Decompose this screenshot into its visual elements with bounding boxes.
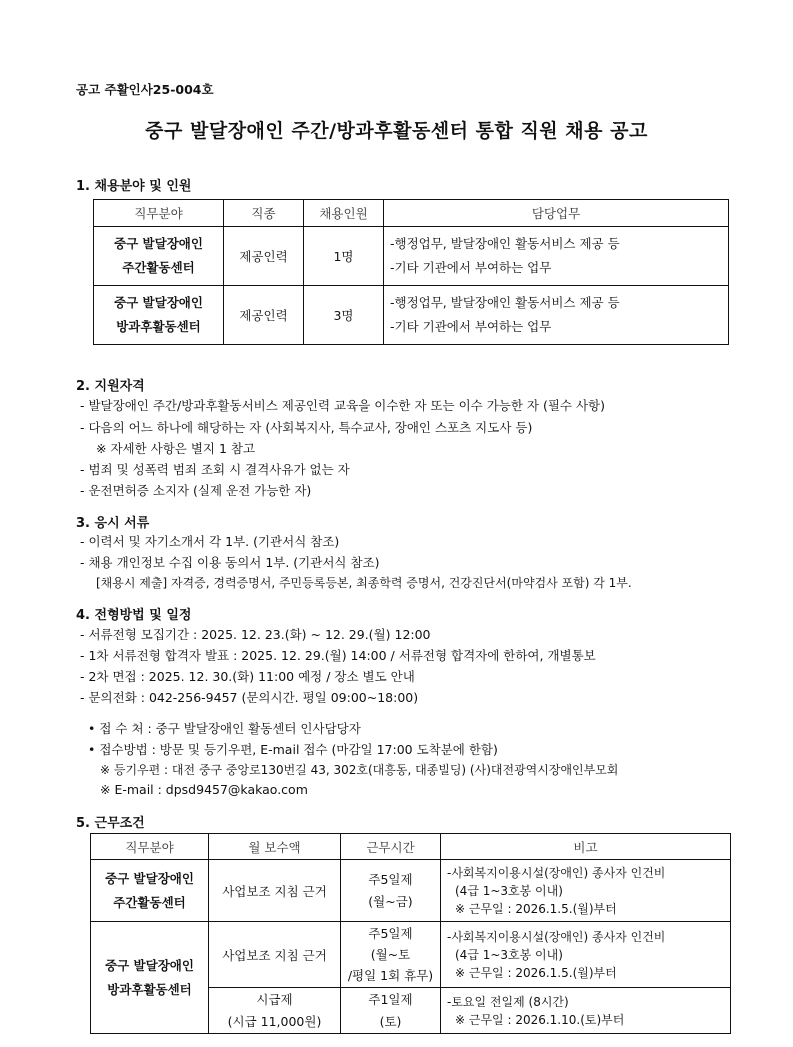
column-header: 비고	[441, 834, 731, 860]
schedule-line: - 2차 면접 : 2025. 12. 30.(화) 11:00 예정 / 장소 별도 안내	[80, 669, 415, 684]
page-title: 중구 발달장애인 주간/방과후활동센터 통합 직원 채용 공고	[145, 120, 648, 142]
dept-cell	[94, 227, 224, 286]
qualification-line: - 운전면허증 소지자 (실제 운전 가능한 자)	[80, 483, 312, 498]
section5-heading: 5. 근무조건	[76, 816, 145, 831]
duty-line: -기타 기관에서 부여하는 업무	[390, 319, 552, 334]
note-line: (4급 1~3호봉 이내)	[455, 883, 563, 898]
qualification-line: - 범죄 및 성폭력 범죄 조회 시 결격사유가 없는 자	[80, 462, 350, 477]
dept-line: 중구 발달장애인	[105, 957, 194, 973]
pay-cell	[209, 988, 341, 1034]
note-line: ※ 근무일 : 2026.1.5.(월)부터	[455, 965, 617, 980]
note-cell	[441, 860, 731, 922]
note-line: ※ 근무일 : 2026.1.10.(토)부터	[455, 1012, 625, 1027]
schedule-line: - 1차 서류전형 합격자 발표 : 2025. 12. 29.(월) 14:00 / 서류전형 합격자에 한하여, 개별통보	[80, 648, 596, 663]
schedule-line: - 문의전화 : 042-256-9457 (문의시간. 평일 09:00~18:00)	[80, 690, 419, 705]
table-row	[91, 860, 731, 922]
pay-cell: 사업보조 지침 근거	[209, 860, 341, 922]
hours-line: (토)	[379, 1013, 402, 1029]
duty-cell	[384, 286, 729, 345]
note-line: -토요일 전일제 (8시간)	[447, 994, 569, 1009]
job-cell: 제공인력	[224, 227, 304, 286]
dept-line: 중구 발달장애인	[114, 236, 203, 251]
note-line: -사회복지이용시설(장애인) 종사자 인건비	[447, 865, 666, 880]
application-bullet: • 접 수 처 : 중구 발달장애인 활동센터 인사담당자	[88, 721, 361, 736]
note-cell	[441, 988, 731, 1034]
table-header-row	[91, 834, 731, 860]
column-header: 직무분야	[91, 834, 209, 860]
count-cell: 1명	[304, 227, 384, 286]
pay-line: 시급제	[256, 991, 293, 1007]
table-row	[94, 227, 729, 286]
dept-cell	[91, 922, 209, 1034]
document-note: [채용시 제출] 자격증, 경력증명서, 주민등록등본, 최종학력 증명서, 건강진단서(마약검사 포함) 각 1부.	[96, 576, 632, 590]
application-bullet: • 접수방법 : 방문 및 등기우편, E-mail 접수 (마감일 17:00 도착분에 한함)	[88, 742, 498, 757]
note-line: ※ 근무일 : 2026.1.5.(월)부터	[455, 901, 617, 916]
pay-cell: 사업보조 지침 근거	[209, 922, 341, 988]
note-cell	[441, 922, 731, 988]
column-header: 담당업무	[384, 200, 729, 227]
column-header: 근무시간	[341, 834, 441, 860]
hours-line: 주5일제	[368, 926, 413, 941]
hours-line: 주1일제	[368, 991, 413, 1007]
dept-line: 중구 발달장애인	[114, 295, 203, 310]
recruitment-table	[93, 199, 729, 345]
column-header: 월 보수액	[209, 834, 341, 860]
dept-line: 주간활동센터	[122, 260, 195, 275]
application-note: ※ 등기우편 : 대전 중구 중앙로130번길 43, 302호(대흥동, 대종빌딩) (사)대전광역시장애인부모회	[100, 763, 619, 777]
dept-line: 중구 발달장애인	[105, 870, 194, 886]
column-header: 직종	[224, 200, 304, 227]
section4-heading: 4. 전형방법 및 일정	[76, 608, 192, 623]
hours-line: /평일 1회 휴무)	[347, 968, 434, 983]
job-cell: 제공인력	[224, 286, 304, 345]
dept-cell	[94, 286, 224, 345]
table-row	[91, 922, 731, 988]
conditions-table	[90, 833, 731, 1034]
table-row	[94, 286, 729, 345]
dept-line: 방과후활동센터	[107, 981, 192, 997]
hours-cell	[341, 988, 441, 1034]
duty-line: -행정업무, 발달장애인 활동서비스 제공 등	[390, 295, 620, 310]
qualification-line: - 다음의 어느 하나에 해당하는 자 (사회복지사, 특수교사, 장애인 스포츠 지도사 등)	[80, 420, 533, 435]
document-line: - 이력서 및 자기소개서 각 1부. (기관서식 참조)	[80, 534, 340, 549]
dept-cell	[91, 860, 209, 922]
column-header: 채용인원	[304, 200, 384, 227]
duty-line: -기타 기관에서 부여하는 업무	[390, 260, 552, 275]
schedule-line: - 서류전형 모집기간 : 2025. 12. 23.(화) ~ 12. 29.(월) 12:00	[80, 627, 431, 642]
duty-line: -행정업무, 발달장애인 활동서비스 제공 등	[390, 236, 620, 251]
hours-cell	[341, 922, 441, 988]
section1-heading: 1. 채용분야 및 인원	[76, 179, 192, 194]
qualification-note: ※ 자세한 사항은 별지 1 참고	[96, 441, 256, 456]
qualification-line: - 발달장애인 주간/방과후활동서비스 제공인력 교육을 이수한 자 또는 이수 가능한 자 (필수 사항)	[80, 398, 606, 413]
note-line: (4급 1~3호봉 이내)	[455, 947, 563, 962]
table-header-row	[94, 200, 729, 227]
column-header: 직무분야	[94, 200, 224, 227]
dept-line: 방과후활동센터	[116, 319, 201, 334]
dept-line: 주간활동센터	[113, 894, 186, 910]
application-note: ※ E-mail : dpsd9457@kakao.com	[100, 782, 308, 797]
section2-heading: 2. 지원자격	[76, 379, 145, 394]
hours-line: 주5일제	[368, 871, 413, 887]
count-cell: 3명	[304, 286, 384, 345]
section3-heading: 3. 응시 서류	[76, 516, 150, 531]
document-number: 공고 주활인사25-004호	[76, 82, 214, 97]
note-line: -사회복지이용시설(장애인) 종사자 인건비	[447, 929, 666, 944]
hours-line: (월~토	[370, 947, 411, 962]
document-line: - 채용 개인정보 수집 이용 동의서 1부. (기관서식 참조)	[80, 555, 380, 570]
hours-cell	[341, 860, 441, 922]
pay-line: (시급 11,000원)	[227, 1013, 322, 1029]
hours-line: (월~금)	[368, 893, 413, 909]
duty-cell	[384, 227, 729, 286]
